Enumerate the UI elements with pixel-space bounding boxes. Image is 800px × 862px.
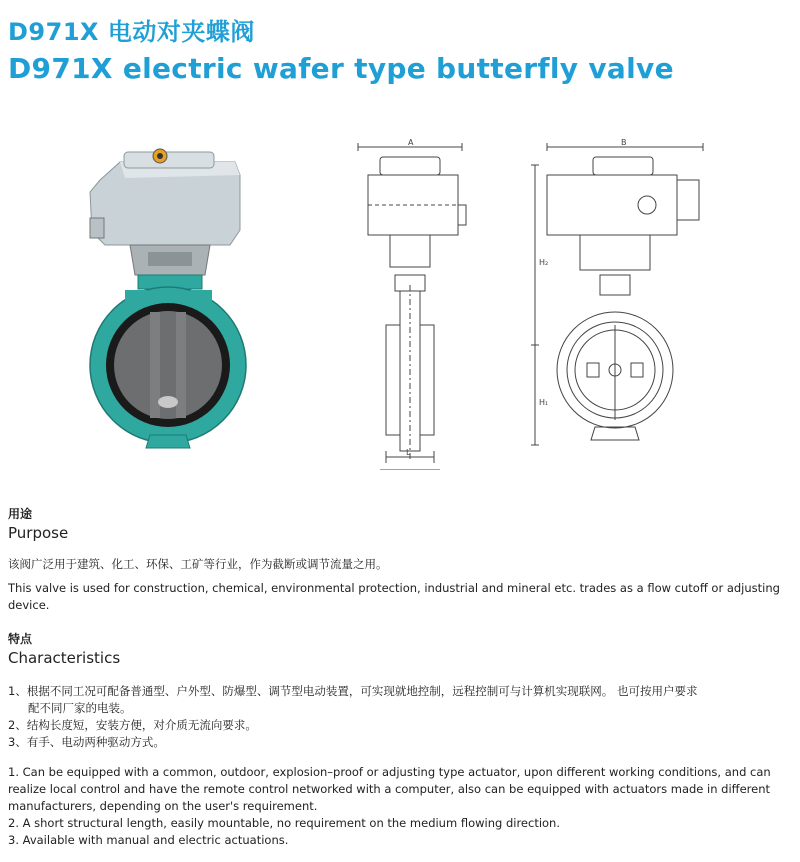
list-item bbox=[8, 734, 793, 751]
list-item-text: 3、有手、电动两种驱动方式。 bbox=[8, 735, 165, 749]
list-item: 1. Can be equipped with a common, outdoor, explosion–proof or adjusting type actuator, upon different working conditions, and can realize local control and have the remote control networked with a computer, also can be equipped with actuators made in different manufacturers, depending on the user's requirement. bbox=[8, 765, 771, 813]
list-item: 3. Available with manual and electric actuations. bbox=[8, 833, 289, 847]
label-l: L bbox=[406, 448, 411, 457]
side-view-drawing bbox=[350, 135, 470, 470]
purpose-heading-en: Purpose bbox=[8, 524, 69, 542]
label-a: A bbox=[408, 138, 414, 147]
characteristics-heading-en: Characteristics bbox=[8, 649, 121, 667]
characteristics-list-cn bbox=[8, 683, 793, 751]
purpose-text-cn: 该阀广泛用于建筑、化工、环保、工矿等行业，作为截断或调节流量之用。 bbox=[8, 557, 388, 571]
list-item bbox=[8, 683, 793, 717]
list-item-text: 2、结构长度短，安装方便，对介质无流向要求。 bbox=[8, 718, 257, 732]
list-item-text: 1、根据不同工况可配备普通型、户外型、防爆型、调节型电动装置，可实现就地控制，远程控制可与计算机实现联网。 也可按用户要求 bbox=[8, 684, 698, 698]
list-item: 2. A short structural length, easily mountable, no requirement on the medium flowing direction. bbox=[8, 816, 561, 830]
label-b: B bbox=[621, 138, 627, 147]
title-english: D971X electric wafer type butterfly valve bbox=[8, 52, 674, 85]
characteristics-list-en bbox=[8, 764, 793, 849]
front-view-drawing bbox=[525, 135, 715, 470]
characteristics-heading-cn: 特点 bbox=[8, 632, 33, 646]
list-item-continuation: 配不同厂家的电装。 bbox=[28, 701, 132, 715]
label-h1: H₁ bbox=[539, 398, 549, 407]
title-chinese: D971X 电动对夹蝶阀 bbox=[8, 18, 255, 46]
list-item bbox=[8, 717, 793, 734]
purpose-text-en: This valve is used for construction, chemical, environmental protection, industrial and mineral etc. trades as a flow cutoff or adjusting device. bbox=[8, 581, 780, 612]
purpose-heading-cn: 用途 bbox=[8, 507, 33, 521]
valve-photo bbox=[80, 140, 270, 450]
label-h2: H₂ bbox=[539, 258, 549, 267]
